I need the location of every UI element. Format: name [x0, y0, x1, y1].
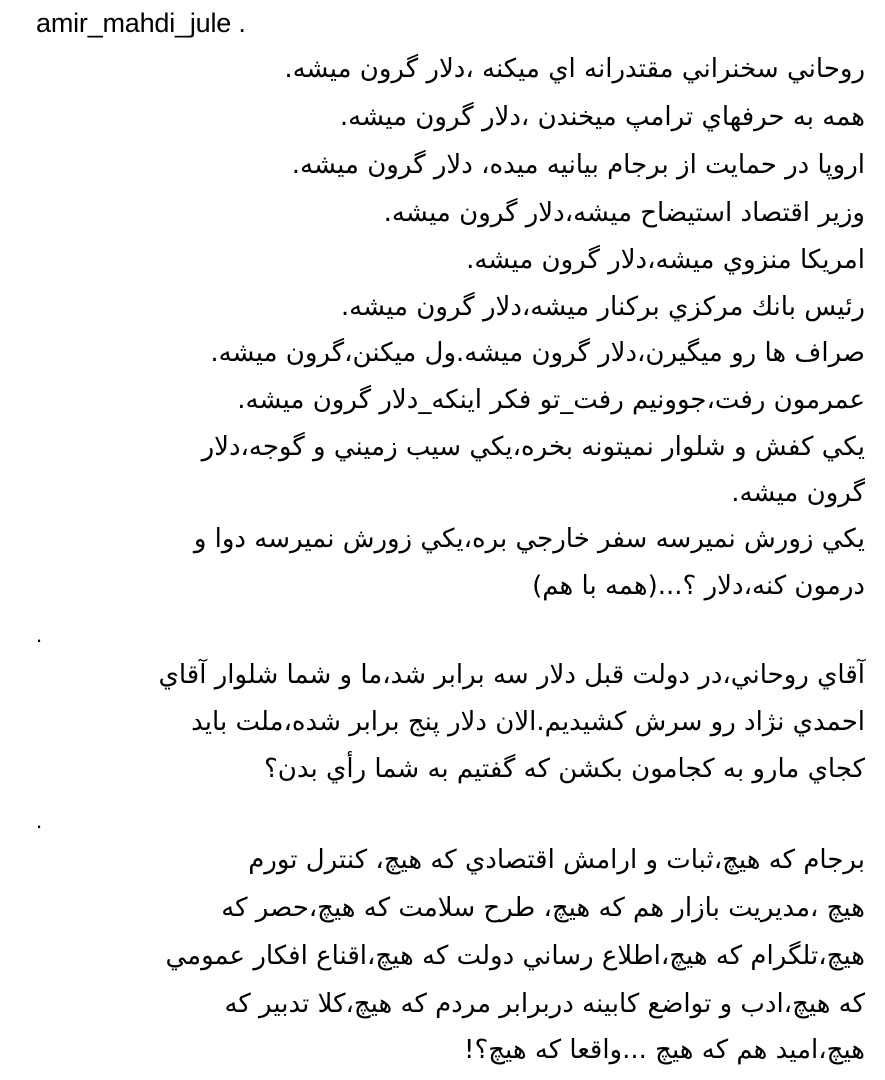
text-line: روحاني سخنراني مقتدرانه اي ميكنه ،دلار گرون ميشه.: [284, 54, 865, 84]
text-line: درمون كنه،دلار ؟...(همه با هم): [532, 571, 865, 601]
separator-dot: .: [36, 622, 43, 647]
text-line: برجام كه هيچ،ثبات و ارامش اقتصادي كه هيچ، كنترل تورم: [248, 845, 865, 875]
text-line: احمدي نژاد رو سرش كشيديم.الان دلار پنج برابر شده،ملت بايد: [191, 707, 865, 737]
text-line: امريكا منزوي ميشه،دلار گرون ميشه.: [466, 245, 865, 275]
separator-dot: .: [36, 808, 43, 833]
text-line: صراف ها رو ميگيرن،دلار گرون ميشه.ول ميكنن،گرون ميشه.: [210, 338, 865, 368]
text-line: اروپا در حمايت از برجام بيانيه ميده، دلار گرون ميشه.: [291, 150, 865, 180]
username: amir_mahdi_jule .: [36, 8, 246, 38]
text-line: كه هيچ،ادب و تواضع كابينه دربرابر مردم كه هيچ،كلا تدبير كه: [224, 989, 865, 1019]
text-line: كجاي مارو به كجامون بكشن كه گفتيم به شما رأي بدن؟: [264, 754, 865, 784]
text-line: يكي كفش و شلوار نميتونه بخره،يكي سيب زميني و گوجه،دلار: [201, 432, 865, 462]
text-line: رئيس بانك مركزي بركنار ميشه،دلار گرون ميشه.: [340, 292, 865, 322]
text-line: هيچ،اميد هم كه هيچ ...واقعا كه هيچ؟!: [464, 1035, 865, 1065]
text-line: آقاي روحاني،در دولت قبل دلار سه برابر شد،ما و شما شلوار آقاي: [158, 660, 865, 690]
text-line: هيچ ،مديريت بازار هم كه هيچ، طرح سلامت كه هيچ،حصر كه: [221, 893, 865, 923]
text-line: عمرمون رفت،جوونيم رفت_تو فكر اينكه_دلار گرون ميشه.: [237, 385, 865, 415]
text-line: همه به حرفهاي ترامپ ميخندن ،دلار گرون ميشه.: [339, 102, 865, 132]
text-line: گرون ميشه.: [731, 478, 865, 508]
text-line: يكي زورش نميرسه سفر خارجي بره،يكي زورش نميرسه دوا و: [193, 524, 865, 554]
text-line: وزير اقتصاد استيضاح ميشه،دلار گرون ميشه.: [383, 198, 865, 228]
text-line: هيچ،تلگرام كه هيچ،اطلاع رساني دولت كه هيچ،اقناع افكار عمومي: [165, 941, 865, 971]
